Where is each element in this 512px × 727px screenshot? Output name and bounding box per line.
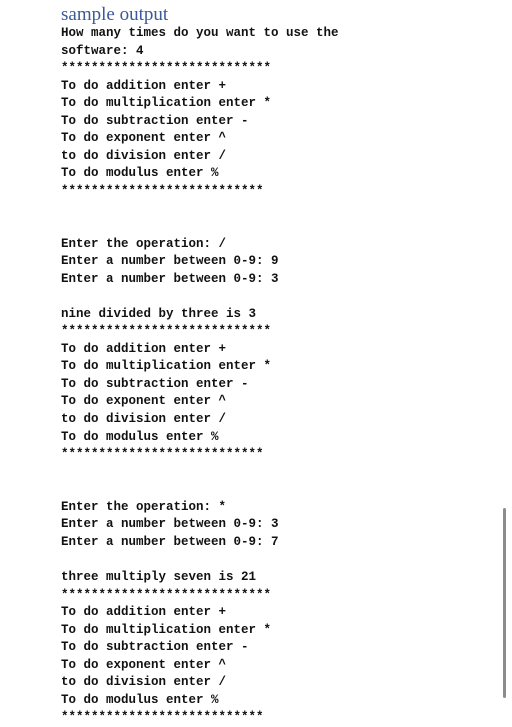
console-line: to do division enter / [61, 675, 227, 690]
console-line: To do subtraction enter - [61, 376, 249, 391]
console-line: to do division enter / [61, 412, 227, 427]
console-line: Enter a number between 0-9: 3 [61, 517, 279, 532]
console-line: To do exponent enter ^ [61, 131, 227, 146]
console-line: Enter the operation: / [61, 236, 227, 251]
console-line: To do addition enter + [61, 78, 227, 93]
console-line: To do addition enter + [61, 341, 227, 356]
console-line: To do modulus enter % [61, 166, 219, 181]
console-line: to do division enter / [61, 148, 227, 163]
console-line: Enter a number between 0-9: 9 [61, 254, 279, 269]
console-line: nine divided by three is 3 [61, 306, 257, 321]
console-line: To do exponent enter ^ [61, 394, 227, 409]
console-line: To do modulus enter % [61, 692, 219, 707]
console-line: **************************** [61, 587, 272, 602]
console-line: Enter a number between 0-9: 3 [61, 271, 279, 286]
console-line: Enter the operation: * [61, 499, 227, 514]
console-line: *************************** [61, 447, 264, 462]
console-line: **************************** [61, 324, 272, 339]
console-output [61, 25, 339, 727]
vertical-scrollbar[interactable] [503, 508, 506, 698]
console-line: How many times do you want to use the [61, 26, 339, 40]
console-line: To do multiplication enter * [61, 622, 272, 637]
console-line: *************************** [61, 710, 264, 725]
console-line [61, 218, 339, 236]
console-line: To do exponent enter ^ [61, 657, 227, 672]
console-line: *************************** [61, 183, 264, 198]
console-line: To do addition enter + [61, 605, 227, 620]
console-line: three multiply seven is 21 [61, 569, 257, 584]
console-line: **************************** [61, 61, 272, 76]
console-line [61, 481, 339, 499]
console-line: To do subtraction enter - [61, 640, 249, 655]
console-line: Enter a number between 0-9: 7 [61, 534, 279, 549]
console-line [61, 551, 339, 569]
console-line: To do multiplication enter * [61, 359, 272, 374]
console-line: To do subtraction enter - [61, 113, 249, 128]
console-line [61, 464, 339, 482]
console-line: software: 4 [61, 43, 144, 58]
console-line [61, 288, 339, 306]
console-line: To do modulus enter % [61, 429, 219, 444]
console-line [61, 200, 339, 218]
console-line: To do multiplication enter * [61, 96, 272, 111]
sample-output-heading: sample output [61, 4, 169, 25]
